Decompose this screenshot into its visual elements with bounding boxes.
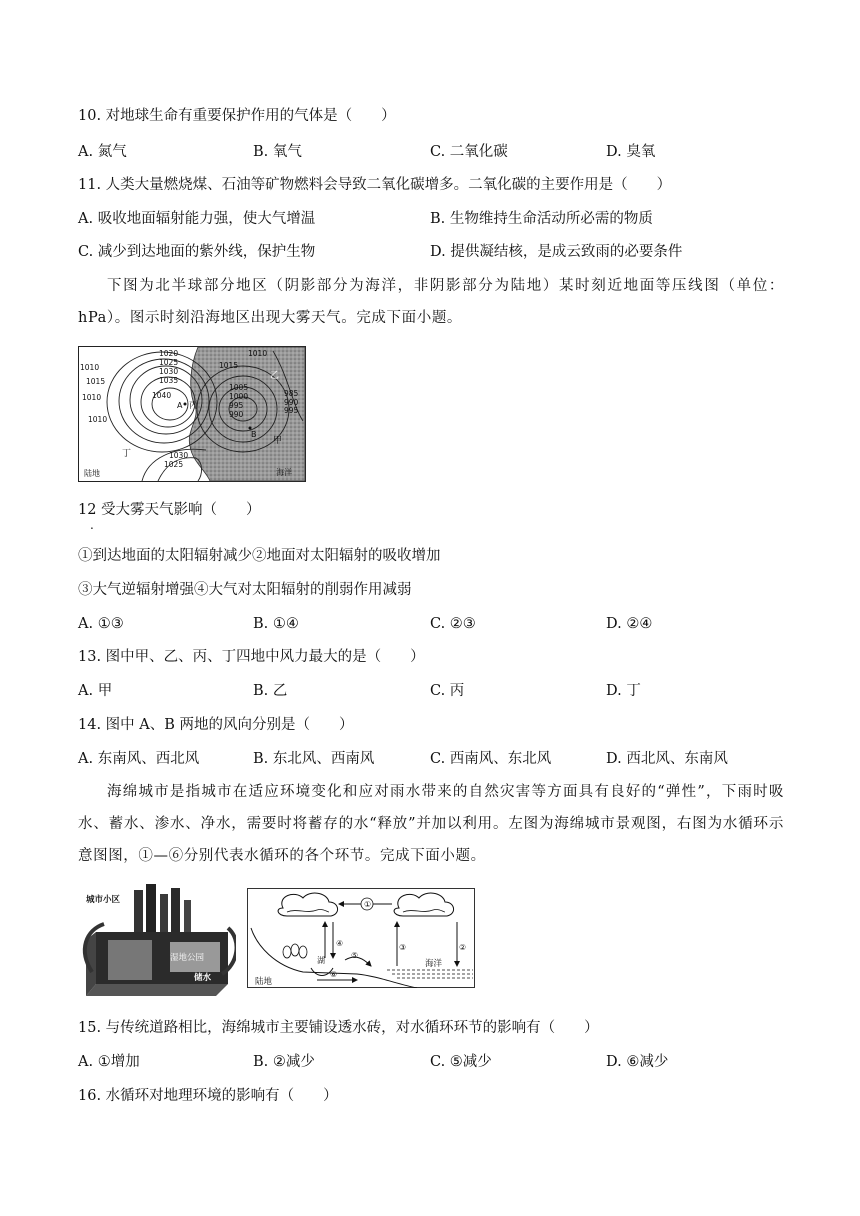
isobar-label: 1030: [169, 451, 189, 460]
q15-option-d: D. ⑥减少: [606, 1054, 669, 1070]
q12-option-a: A. ①③: [78, 616, 124, 632]
q15-option-a: A. ①增加: [78, 1054, 140, 1070]
isobar-label: 1005: [229, 383, 249, 392]
land-label: 陆地: [84, 469, 100, 478]
point-a-label: A: [177, 401, 183, 410]
isobar-label: 1025: [164, 460, 184, 469]
region-jia: 甲: [273, 436, 283, 446]
step-4-label: ④: [336, 939, 344, 948]
isobar-label: 995: [229, 401, 244, 410]
q10-option-a: A. 氮气: [78, 144, 127, 160]
land-label-right: 陆地: [255, 977, 273, 987]
region-yi: 乙: [270, 371, 280, 381]
q14-option-d: D. 西北风、东南风: [606, 751, 728, 767]
step-6-label: ⑥: [330, 970, 338, 979]
q10-option-d: D. 臭氧: [606, 144, 656, 160]
point-b-label: B: [251, 430, 257, 439]
q12-option-b: B. ①④: [253, 616, 299, 632]
isobar-label: 1020: [159, 349, 179, 358]
ocean-label: 海洋: [425, 959, 443, 969]
q15-stem: 15. 与传统道路相比，海绵城市主要铺设透水砖，对水循环环节的影响有（ ）: [78, 1020, 599, 1036]
isobar-label: 1030: [159, 367, 179, 376]
step-5-label: ⑤: [351, 951, 359, 960]
step-3-label: ③: [399, 943, 407, 952]
isobar-label: 985: [284, 389, 299, 398]
q11-option-a: A. 吸收地面辐射能力强，使大气增温: [78, 211, 316, 227]
q13-option-d: D. 丁: [606, 683, 641, 699]
q12-option-c: C. ②③: [430, 616, 476, 632]
q10-option-c: C. 二氧化碳: [430, 144, 508, 160]
q14-option-c: C. 西南风、东北风: [430, 751, 552, 767]
isobar-label: 1040: [152, 391, 172, 400]
q14-option-b: B. 东北风、西南风: [253, 751, 375, 767]
q16-stem: 16. 水循环对地理环境的影响有（ ）: [78, 1088, 338, 1104]
sea-label: 海洋: [276, 468, 292, 477]
isobar-label: 1010: [88, 415, 108, 424]
isobar-label: 1010: [248, 349, 268, 358]
isobar-label: 1000: [229, 392, 249, 401]
isobar-map: [78, 346, 306, 482]
lake-label: 湖: [317, 956, 325, 965]
wetland-park-label: 湿地公园: [170, 953, 205, 963]
isobar-label: 995: [284, 406, 299, 415]
q10-stem: 10. 对地球生命有重要保护作用的气体是（ ）: [78, 108, 396, 124]
isobar-label: 1010: [80, 363, 100, 372]
sponge-city-figure: [78, 880, 236, 998]
city-district-label: 城市小区: [86, 895, 121, 905]
isobar-label: 1010: [82, 393, 102, 402]
storage-label: 储水: [194, 973, 212, 983]
step-2-label: ②: [459, 943, 467, 952]
q10-option-b: B. 氧气: [253, 144, 302, 160]
isobar-label: 1015: [219, 361, 239, 370]
region-bing: 丙: [189, 401, 199, 411]
q15-option-c: C. ⑤减少: [430, 1054, 492, 1070]
q13-option-a: A. 甲: [78, 683, 113, 699]
isobar-label: 1025: [159, 358, 179, 367]
q12-stem: 12 受大雾天气影响（ ）: [78, 502, 261, 518]
q11-option-b: B. 生物维持生命活动所必需的物质: [430, 211, 653, 227]
q11-stem: 11. 人类大量燃烧煤、石油等矿物燃料会导致二氧化碳增多。二氧化碳的主要作用是（ ）: [78, 177, 672, 193]
q14-option-a: A. 东南风、西北风: [78, 751, 200, 767]
isobar-label: 1035: [159, 376, 179, 385]
q15-option-b: B. ②减少: [253, 1054, 315, 1070]
q14-stem: 14. 图中 A、B 两地的风向分别是（ ）: [78, 717, 354, 733]
isobar-label: 1015: [86, 377, 106, 386]
q13-stem: 13. 图中甲、乙、丙、丁四地中风力最大的是（ ）: [78, 649, 425, 665]
isobar-label: 990: [229, 410, 244, 419]
q11-option-c: C. 减少到达地面的紫外线，保护生物: [78, 244, 316, 260]
q11-option-d: D. 提供凝结核，是成云致雨的必要条件: [430, 244, 683, 260]
q12-dot: .: [90, 518, 94, 532]
step-1-label: ①: [364, 900, 372, 909]
water-cycle-figure: [247, 888, 475, 988]
region-ding: 丁: [122, 449, 132, 459]
q12-item-1: ①到达地面的太阳辐射减少②地面对太阳辐射的吸收增加: [78, 548, 441, 564]
passage-isobar: 下图为北半球部分地区（阴影部分为海洋，非阴影部分为陆地）某时刻近地面等压线图（单位：hPa）。图示时刻沿海地区出现大雾天气。完成下面小题。: [78, 278, 784, 326]
q13-option-b: B. 乙: [253, 683, 288, 699]
isobar-label: 990: [284, 398, 299, 407]
q13-option-c: C. 丙: [430, 683, 465, 699]
q12-item-2: ③大气逆辐射增强④大气对太阳辐射的削弱作用减弱: [78, 582, 412, 598]
q12-option-d: D. ②④: [606, 616, 653, 632]
passage-sponge-city: 海绵城市是指城市在适应环境变化和应对雨水带来的自然灾害等方面具有良好的“弹性”，下雨时吸水、蓄水、渗水、净水，需要时将蓄存的水“释放”并加以利用。左图为海绵城市景观图，右图为水循环示意图图，①—⑥分别代表水循环的各个环节。完成下面小题。: [78, 784, 784, 864]
